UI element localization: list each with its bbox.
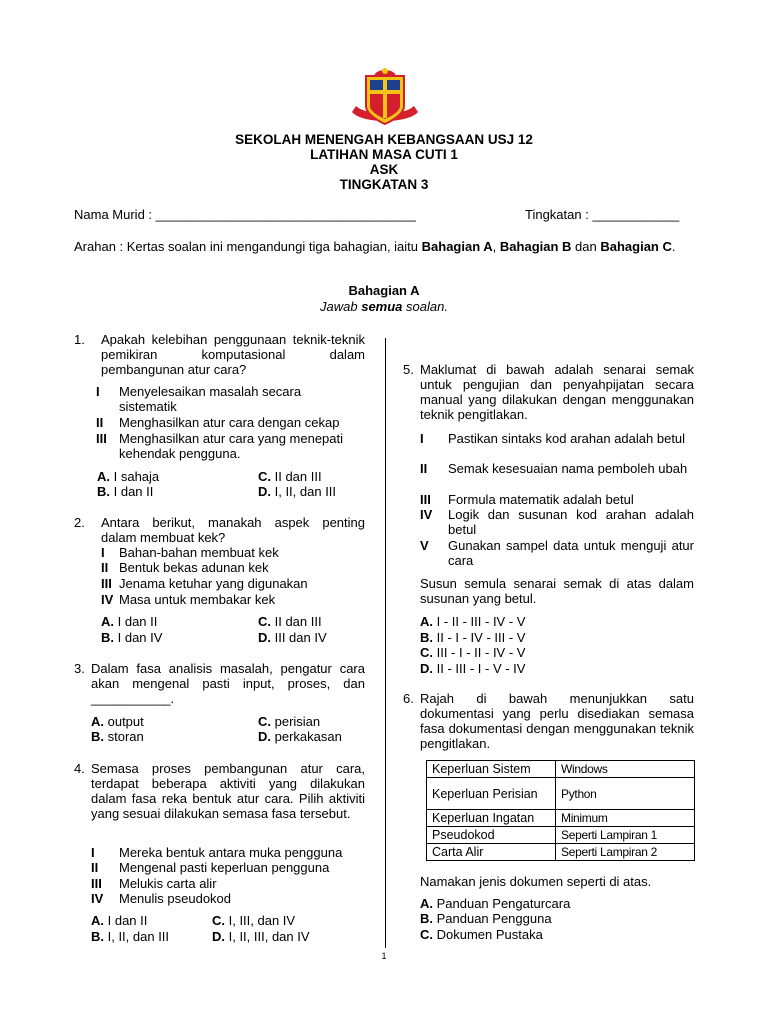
q4-item: Menulis pseudokod [119,891,232,906]
q1-roman: III [96,431,107,446]
q4-roman: IV [91,891,104,906]
exercise-title: LATIHAN MASA CUTI 1 [310,147,458,162]
q2-roman: III [101,576,112,591]
q4-option-a[interactable]: A. I dan II [91,913,148,928]
q3-text: Dalam fasa analisis masalah, pengatur cara akan mengenal pasti input, proses, dan ___________. [91,661,365,706]
q4-roman: I [91,845,95,860]
q4-roman: II [91,860,99,875]
q2-option-c[interactable]: C. II dan III [258,614,322,629]
table-row [427,761,695,778]
q5-item: Gunakan sampel data untuk menguji atur cara [448,538,694,568]
q5-number: 5. [403,362,414,377]
q5-item: Semak kesesuaian nama pemboleh ubah [448,461,688,476]
q6-option-c[interactable]: C. Dokumen Pustaka [420,927,543,942]
q1-option-a[interactable]: A. I sahaja [97,469,160,484]
table-key: Keperluan Perisian [427,778,556,810]
q1-item: Menghasilkan atur cara yang menepati kehendak pengguna. [119,431,344,461]
q2-item: Jenama ketuhar yang digunakan [119,576,308,591]
q4-option-d[interactable]: D. I, II, III, dan IV [212,929,310,944]
table-value: Seperti Lampiran 1 [556,827,695,844]
column-divider [385,338,386,948]
q1-item: Menyelesaikan masalah secara sistematik [119,384,302,414]
q6-option-a[interactable]: A. Panduan Pengaturcara [420,896,571,911]
section-subtitle: Jawab semua soalan. [320,299,448,314]
instructions: Arahan : Kertas soalan ini mengandungi tiga bahagian, iaitu Bahagian A, Bahagian B dan Bahagian C. [74,239,676,254]
q2-item: Masa untuk membakar kek [119,592,276,607]
form-title: TINGKATAN 3 [339,177,429,192]
q2-roman: IV [101,592,114,607]
q1-roman: I [96,384,100,399]
q2-text: Antara berikut, manakah aspek penting dalam membuat kek? [101,515,365,545]
table-value: Windows [556,761,695,778]
q2-option-b[interactable]: B. I dan IV [101,630,163,645]
q2-roman: II [101,560,109,575]
table-key: Carta Alir [427,844,556,861]
table-value: Python [556,778,695,810]
table-row [427,844,695,861]
table-row [427,810,695,827]
q5-roman: I [420,431,424,446]
table-key: Pseudokod [427,827,556,844]
q4-option-c[interactable]: C. I, III, dan IV [212,913,296,928]
q1-roman: II [96,415,104,430]
documentation-table [426,760,695,861]
q4-text: Semasa proses pembangunan atur cara, terdapat beberapa aktiviti yang dilakukan dalam fasa reka bentuk atur cara. Pilih aktiviti yang sesuai dilakukan semasa fasa tersebut. [91,761,365,821]
q6-text: Rajah di bawah menunjukkan satu dokumentasi yang perlu disediakan semasa fasa dokumentasi dengan menggunakan teknik pengitlakan. [420,691,694,751]
q3-option-a[interactable]: A. output [91,714,144,729]
page-number: 1 [381,951,387,961]
q1-text: Apakah kelebihan penggunaan teknik-teknik pemikiran komputasional dalam pembangunan atur cara? [101,332,365,377]
q1-number: 1. [74,332,85,347]
q5-item: Logik dan susunan kod arahan adalah betul [448,507,694,537]
form-field: Tingkatan : ____________ [525,207,680,222]
q4-option-b[interactable]: B. I, II, dan III [91,929,170,944]
q3-option-c[interactable]: C. perisian [258,714,321,729]
q5-roman: II [420,461,428,476]
q6-number: 6. [403,691,414,706]
q2-item: Bentuk bekas adunan kek [119,560,269,575]
q3-option-b[interactable]: B. storan [91,729,144,744]
q2-roman: I [101,545,105,560]
q5-option-a[interactable]: A. I - II - III - IV - V [420,614,526,629]
table-key: Keperluan Ingatan [427,810,556,827]
q4-item: Mereka bentuk antara muka pengguna [119,845,343,860]
table-row [427,827,695,844]
q6-option-b[interactable]: B. Panduan Pengguna [420,911,552,926]
q1-option-c[interactable]: C. II dan III [258,469,322,484]
q5-prompt: Susun semula senarai semak di atas dalam susunan yang betul. [420,576,694,606]
q4-item: Mengenal pasti keperluan pengguna [119,860,330,875]
q2-option-d[interactable]: D. III dan IV [258,630,327,645]
q3-option-d[interactable]: D. perkakasan [258,729,342,744]
q5-text: Maklumat di bawah adalah senarai semak untuk pengujian dan penyahpijatan secara manual yang dilakukan dengan menggunakan teknik pengitlakan. [420,362,694,422]
q4-number: 4. [74,761,85,776]
q5-roman: IV [420,507,433,522]
student-name-field: Nama Murid : ____________________________________ [74,207,416,222]
q5-option-b[interactable]: B. II - I - IV - III - V [420,630,526,645]
q5-roman: V [420,538,429,553]
table-row [427,778,695,810]
q5-item: Pastikan sintaks kod arahan adalah betul [448,431,686,446]
section-title: Bahagian A [348,283,420,298]
q1-item: Menghasilkan atur cara dengan cekap [119,415,340,430]
q2-number: 2. [74,515,85,530]
q4-item: Melukis carta alir [119,876,217,891]
q2-option-a[interactable]: A. I dan II [101,614,158,629]
q2-item: Bahan-bahan membuat kek [119,545,279,560]
q6-prompt: Namakan jenis dokumen seperti di atas. [420,874,652,889]
q5-roman: III [420,492,431,507]
table-value: Seperti Lampiran 2 [556,844,695,861]
school-name: SEKOLAH MENENGAH KEBANGSAAN USJ 12 [235,132,533,147]
school-crest-logo [350,66,420,134]
q5-item: Formula matematik adalah betul [448,492,634,507]
table-value: Minimum [556,810,695,827]
q1-option-b[interactable]: B. I dan II [97,484,154,499]
q1-option-d[interactable]: D. I, II, dan III [258,484,337,499]
q5-option-d[interactable]: D. II - III - I - V - IV [420,661,526,676]
q4-roman: III [91,876,102,891]
q5-option-c[interactable]: C. III - I - II - IV - V [420,645,526,660]
subject-title: ASK [369,162,399,177]
q3-number: 3. [74,661,85,676]
table-key: Keperluan Sistem [427,761,556,778]
